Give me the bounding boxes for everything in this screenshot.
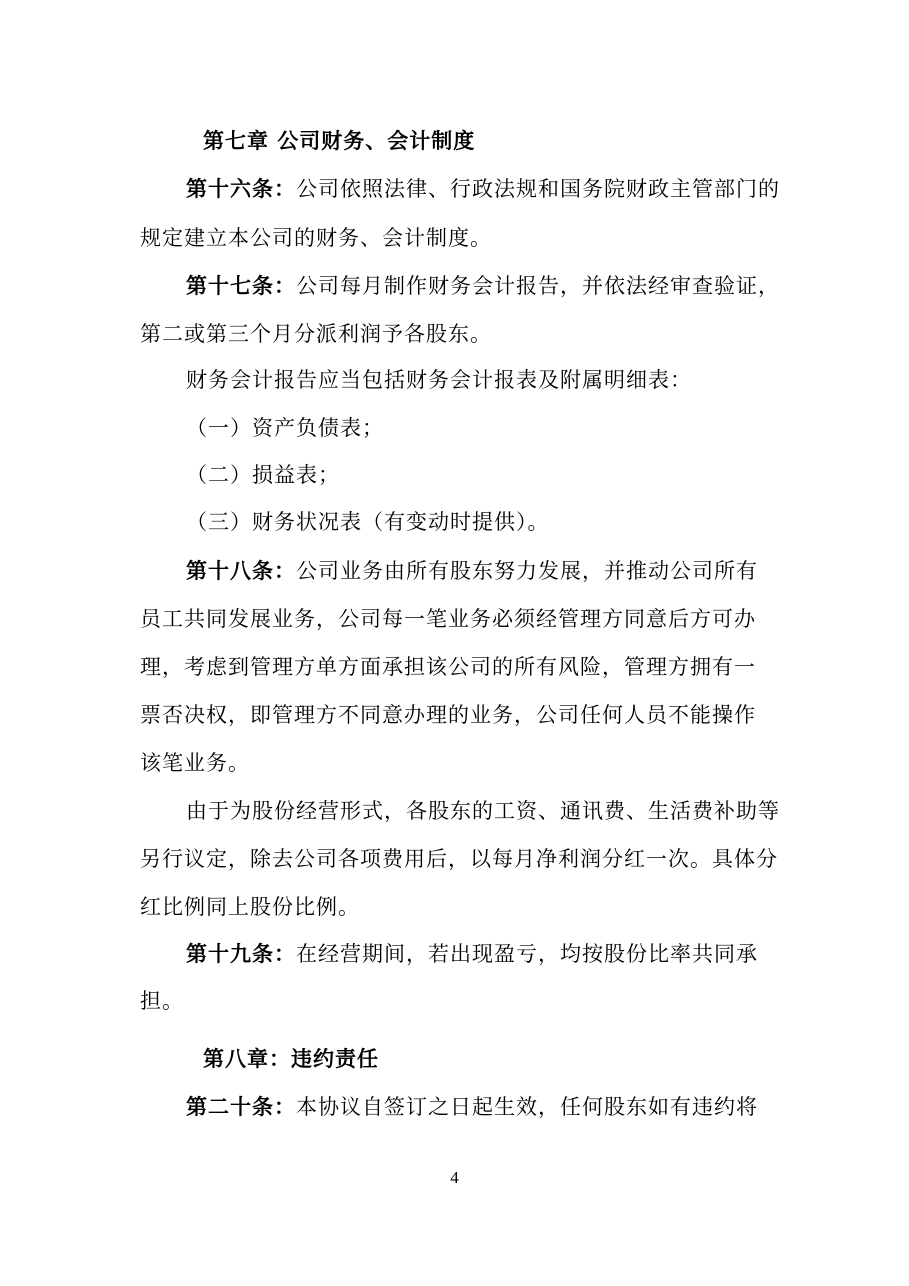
- article-18-label: 第十八条：: [186, 559, 296, 583]
- article-18-line-3: 理，考虑到管理方单方面承担该公司的所有风险，管理方拥有一: [140, 655, 756, 679]
- article-16-line-1: [186, 175, 780, 203]
- article-18-line-2: 员工共同发展业务，公司每一笔业务必须经管理方同意后方可办: [140, 607, 756, 631]
- report-item-2: （二）损益表；: [186, 463, 340, 487]
- report-intro: 财务会计报告应当包括财务会计报表及附属明细表：: [186, 368, 692, 392]
- article-17-line-1: [186, 272, 780, 300]
- article-16-label: 第十六条：: [186, 177, 296, 201]
- article-19-line-2: 担。: [140, 989, 184, 1013]
- article-20-label: 第二十条：: [186, 1095, 296, 1119]
- article-20-line-1: [186, 1093, 758, 1121]
- article-18-line-1: [186, 557, 758, 585]
- article-17-text: 公司每月制作财务会计报告，并依法经审查验证，: [296, 274, 780, 298]
- article-17-line-2: 第二或第三个月分派利润予各股东。: [140, 322, 492, 346]
- article-18-line-5: 该笔业务。: [140, 751, 250, 775]
- article-16-text: 公司依照法律、行政法规和国务院财政主管部门的: [296, 177, 780, 201]
- article-19-text: 在经营期间，若出现盈亏，均按股份比率共同承: [296, 942, 758, 966]
- article-16-line-2: 规定建立本公司的财务、会计制度。: [140, 226, 492, 250]
- article-19-label: 第十九条：: [186, 942, 296, 966]
- report-item-1: （一）资产负债表；: [186, 416, 384, 440]
- dividend-line-2: 另行议定，除去公司各项费用后，以每月净利润分红一次。具体分: [140, 847, 778, 871]
- page-number: 4: [450, 1168, 459, 1187]
- dividend-line-1: 由于为股份经营形式，各股东的工资、通讯费、生活费补助等: [186, 799, 780, 823]
- report-item-3: （三）财务状况表（有变动时提供）。: [186, 510, 550, 534]
- chapter-8-heading: 第八章：违约责任: [203, 1047, 379, 1071]
- article-18-text: 公司业务由所有股东努力发展，并推动公司所有: [296, 559, 758, 583]
- article-18-line-4: 票否决权，即管理方不同意办理的业务，公司任何人员不能操作: [140, 703, 756, 727]
- article-19-line-1: [186, 940, 758, 968]
- article-17-label: 第十七条：: [186, 274, 296, 298]
- article-20-text: 本协议自签订之日起生效，任何股东如有违约将: [296, 1095, 758, 1119]
- dividend-line-3: 红比例同上股份比例。: [140, 895, 360, 919]
- chapter-7-heading: 第七章 公司财务、会计制度: [203, 129, 476, 153]
